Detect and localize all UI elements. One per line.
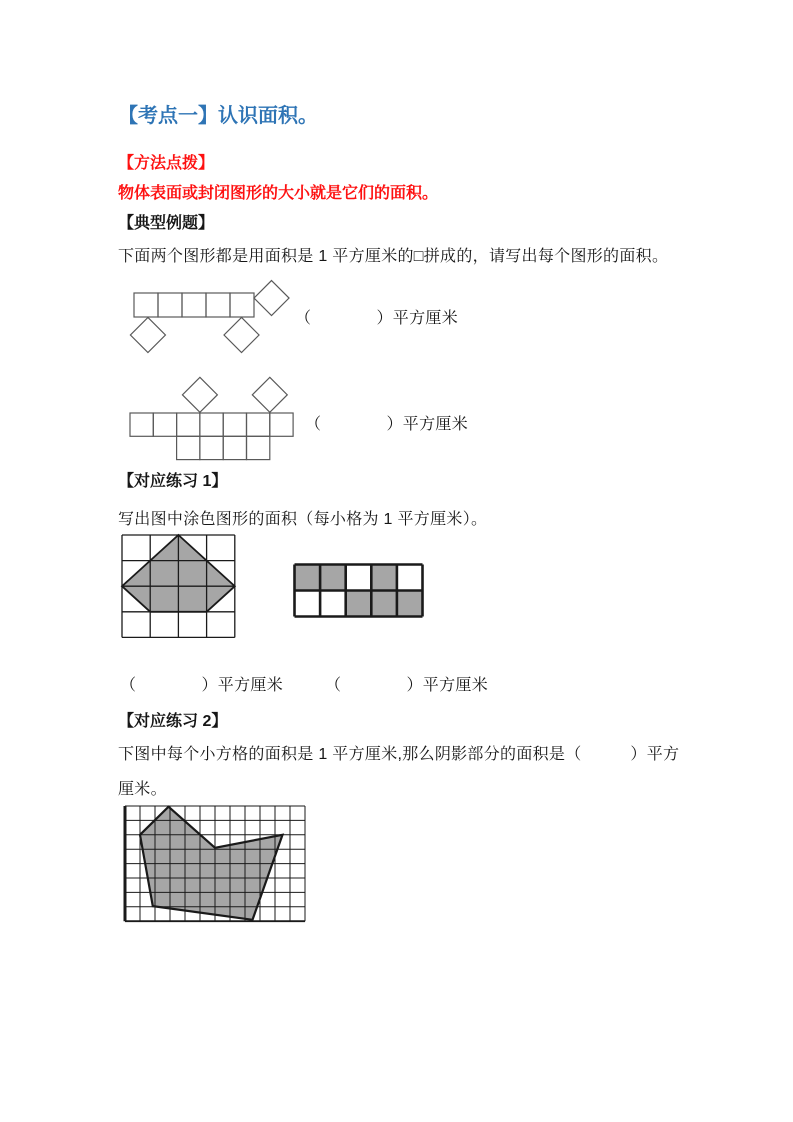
lianxi1-question-text: 写出图中涂色图形的面积（每小格为 1 平方厘米）。: [118, 511, 488, 528]
section-heading-fangfa: 【方法点拨】: [118, 155, 215, 172]
lianxi2-question-line2: 厘米。: [118, 781, 167, 798]
practice1-grid-left: [120, 533, 237, 639]
lianxi1-answer-blank-left: （ ）平方厘米: [120, 677, 284, 694]
dianxing-question-text: 下面两个图形都是用面积是 1 平方厘米的□拼成的，请写出每个图形的面积。: [118, 248, 669, 265]
section-heading-dianxing: 【典型例题】: [118, 215, 215, 232]
practice2-grid: [122, 803, 308, 924]
section-heading-lianxi1: 【对应练习 1】: [118, 473, 228, 490]
figure2-answer-blank: （ ）平方厘米: [305, 416, 469, 433]
practice1-grid-right: [292, 562, 425, 619]
example-figure-2: [126, 376, 300, 464]
fangfa-note-text: 物体表面或封闭图形的大小就是它们的面积。: [118, 185, 439, 202]
lianxi1-answer-blank-right: （ ）平方厘米: [325, 677, 489, 694]
figure1-answer-blank: （ ）平方厘米: [295, 310, 459, 327]
lianxi2-question-line1: 下图中每个小方格的面积是 1 平方厘米,那么阴影部分的面积是（ ）平方: [118, 746, 680, 763]
example-figure-1: [120, 278, 294, 356]
section-heading-lianxi2: 【对应练习 2】: [118, 713, 228, 730]
section-heading-kaodian: 【考点一】认识面积。: [118, 105, 318, 127]
